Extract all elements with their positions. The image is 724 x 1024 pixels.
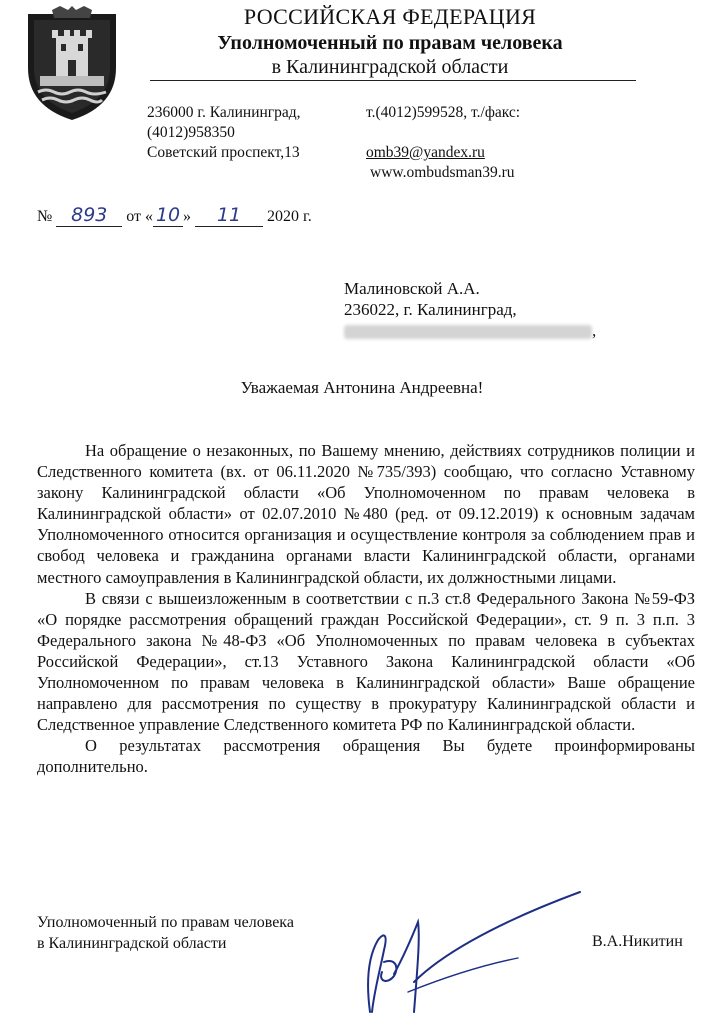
signature-icon (348, 862, 586, 1024)
recipient-trail: , (592, 321, 597, 340)
contact-address (147, 103, 301, 163)
body-paragraph-3: О результатах рассмотрения обращения Вы будете проинформированы дополнительно. (37, 736, 695, 777)
phone-fax: т.(4012)599528, т./факс: (366, 104, 521, 121)
recipient-block (344, 278, 596, 341)
letter-month: 11 (216, 204, 242, 226)
signatory-name: В.А.Никитин (592, 933, 683, 950)
letterhead-org: Уполномоченный по правам человека (217, 32, 563, 54)
coat-of-arms-icon (22, 6, 122, 124)
signatory-title-line1: Уполномоченный по правам человека (37, 914, 294, 931)
website-link[interactable]: www.ombudsman39.ru (370, 164, 515, 181)
from-label: от « (126, 208, 154, 225)
recipient-city: 236022, г. Калининград, (344, 300, 517, 319)
letter-body (37, 440, 695, 778)
address-street: Советский проспект,13 (147, 144, 300, 161)
body-paragraph-2: В связи с вышеизложенным в соответствии с п.3 ст.8 Федерального Закона №59-ФЗ «О порядке рассмотрения обращений граждан Российской Федерации», ст. 9 п. 3 п.п. 3 Федерального закона №48-ФЗ «Об Уполномоченных по правам человека в субъектах Российской Федерации», ст.13 Уставного Закона Калининградской области «Об Уполномоченном по правам человека в Калининградской области» Ваше обращение направлено для рассмотрения по существу в прокуратуру Калининградской области и Следственное управление Следственного комитета РФ по Калининградской области. (37, 588, 695, 735)
registration-line (37, 206, 312, 227)
number-prefix: № (37, 208, 53, 225)
letter-number: 893 (71, 204, 108, 226)
letterhead-rule (150, 80, 636, 81)
contact-communications (366, 103, 520, 183)
letter-year: 2020 г. (267, 208, 312, 225)
signatory-title (37, 912, 294, 954)
letterhead-country: РОССИЙСКАЯ ФЕДЕРАЦИЯ (243, 4, 537, 29)
letter-day: 10 (155, 204, 181, 226)
address-phone: (4012)958350 (147, 124, 235, 141)
greeting: Уважаемая Антонина Андреевна! (240, 378, 484, 397)
redacted-address (344, 325, 592, 339)
quote-close: » (183, 208, 192, 225)
recipient-name: Малиновской А.А. (344, 279, 480, 298)
email-link[interactable]: omb39@yandex.ru (366, 144, 485, 161)
signatory-title-line2: в Калининградской области (37, 935, 227, 952)
letterhead-region: в Калининградской области (271, 56, 509, 78)
address-line: 236000 г. Калининград, (147, 104, 301, 121)
body-paragraph-1: На обращение о незаконных, по Вашему мнению, действиях сотрудников полиции и Следственного комитета (вх. от 06.11.2020 №735/393) сообщаю, что согласно Уставному закону Калининградской области «Об Уполномоченном по правам человека в Калининградской области» от 02.07.2010 №480 (ред. от 09.12.2019) к основным задачам Уполномоченного относится организация и осуществление контроля за соблюдением прав и свобод человека и гражданина органами власти Калининградской области, органами местного самоуправления в Калининградской области, их должностными лицами. (37, 441, 695, 587)
